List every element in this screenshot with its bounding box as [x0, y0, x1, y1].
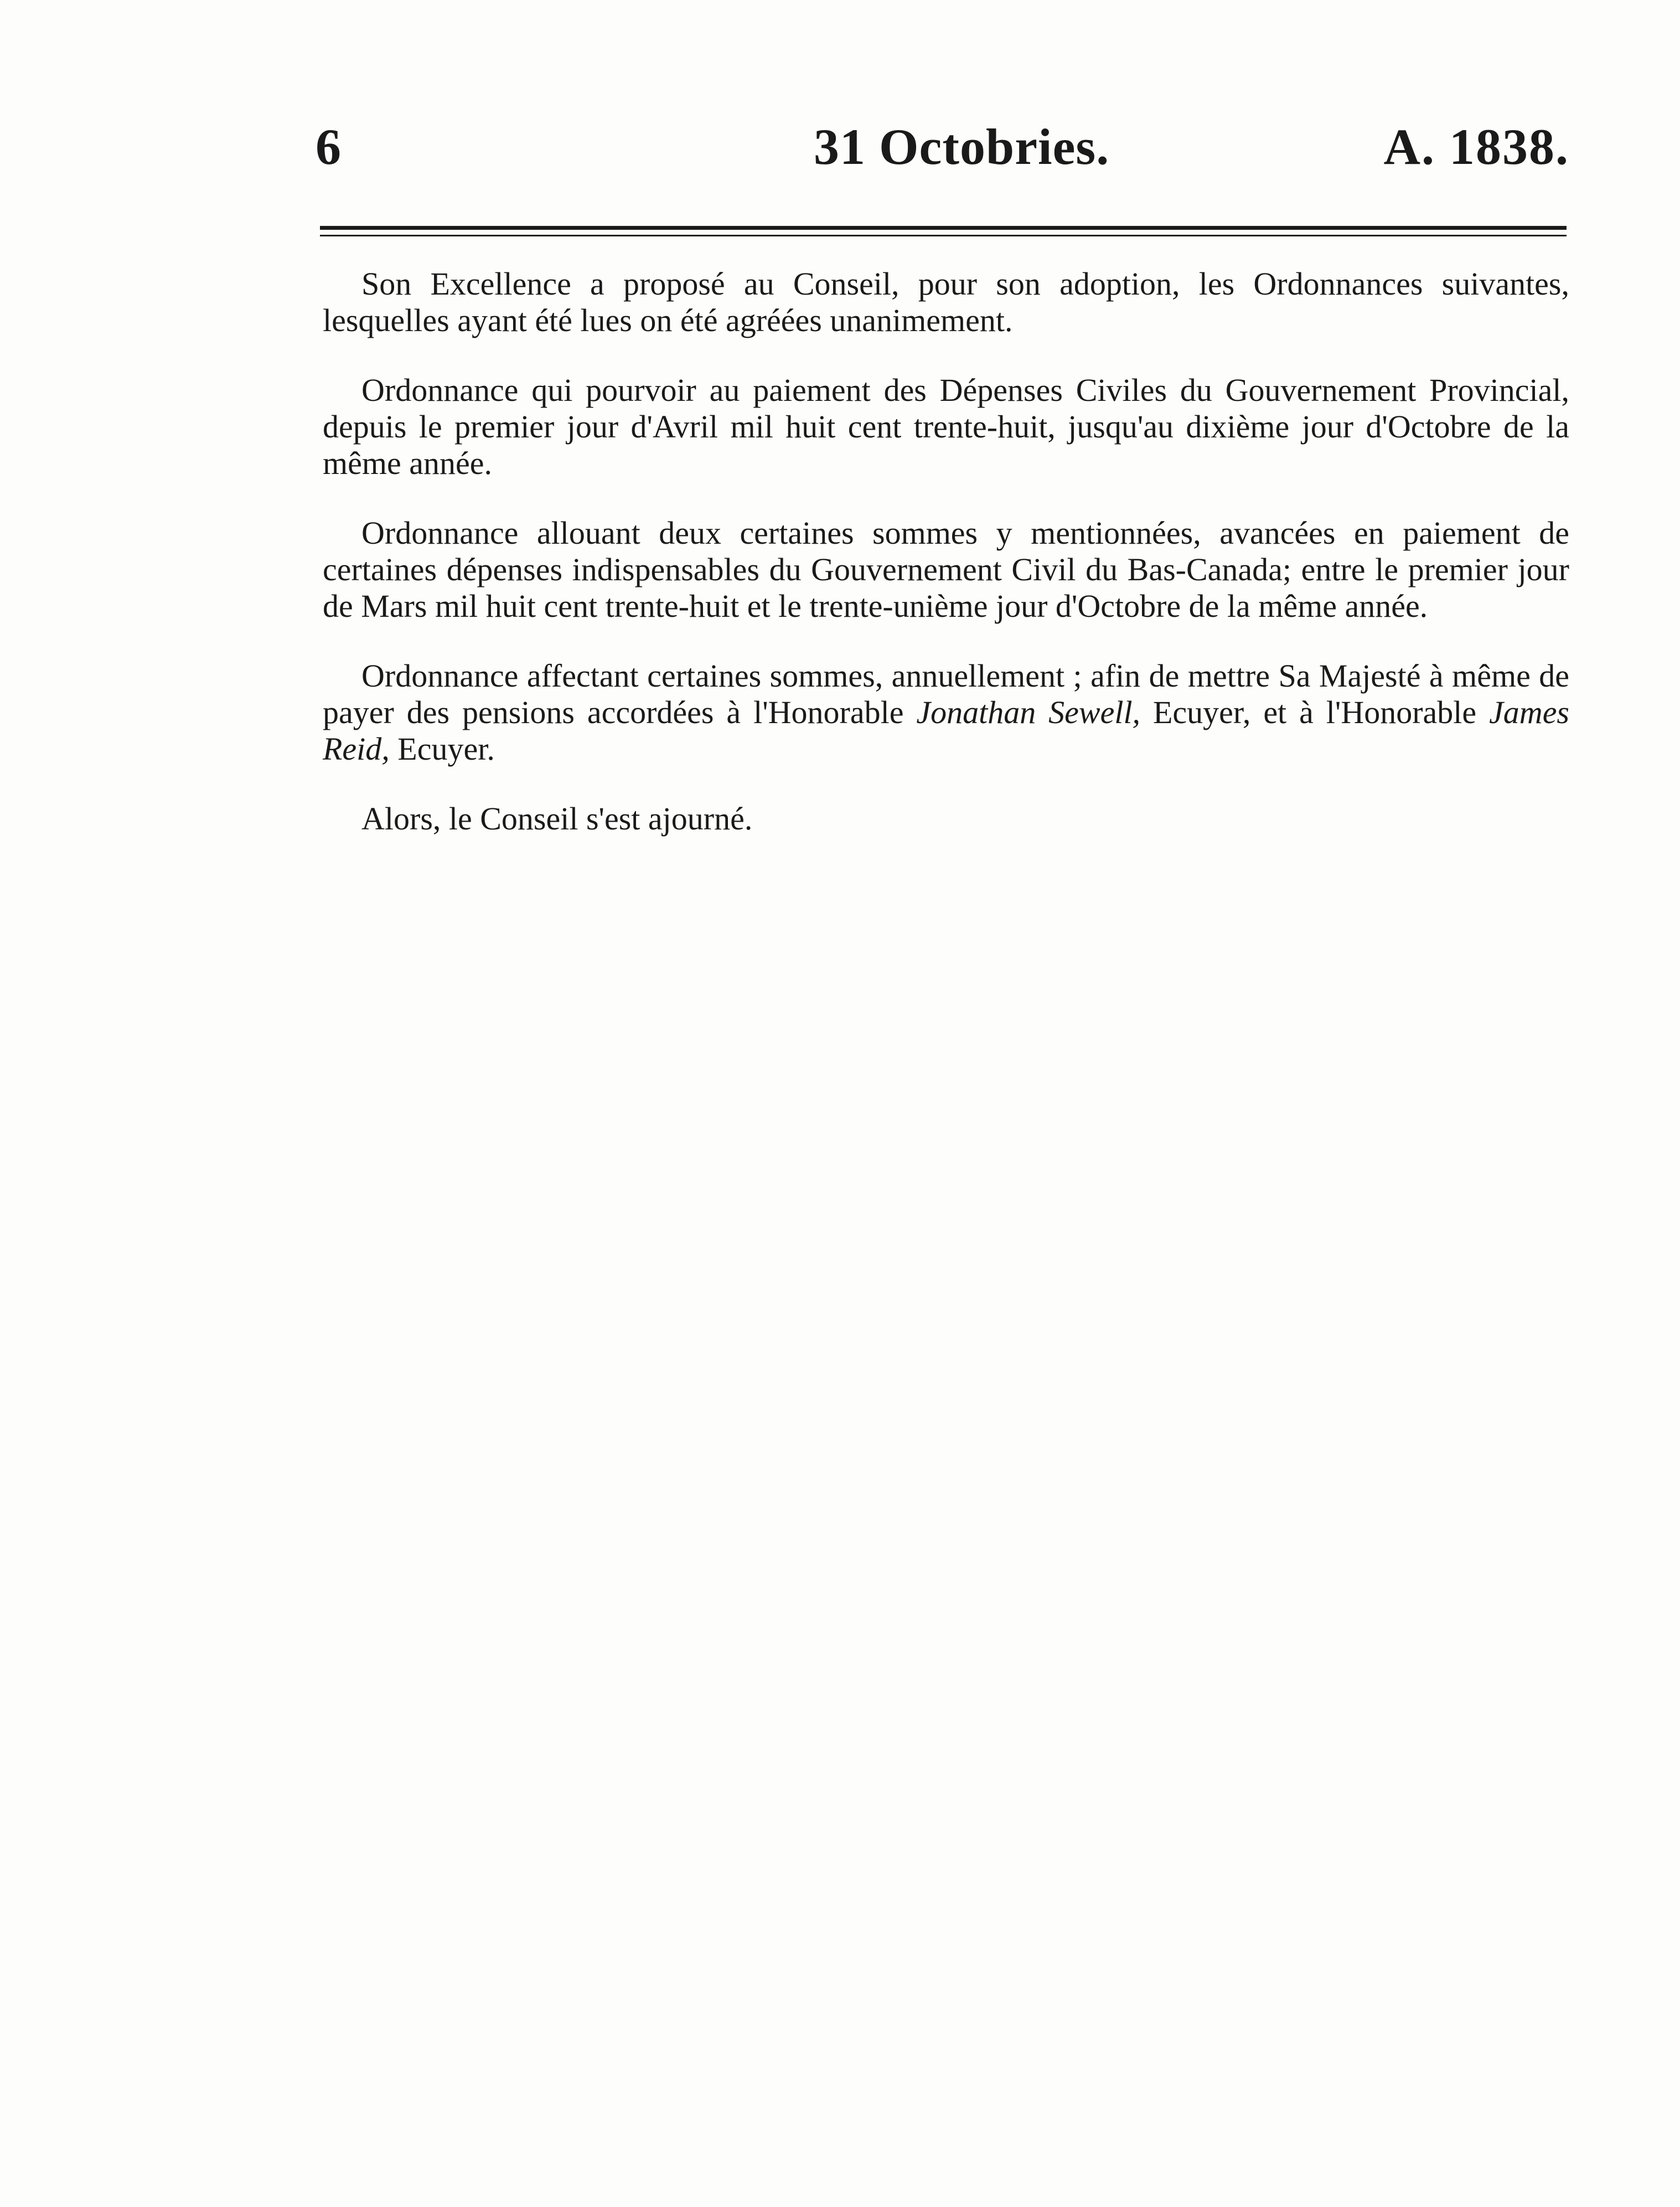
- pensioner-name-reid: James Reid,: [323, 694, 1570, 767]
- pensions-text-part3: Ecuyer.: [389, 731, 495, 767]
- page-header: [316, 114, 1569, 180]
- header-year: A. 1838.: [1383, 118, 1569, 175]
- paragraph-ordinance-allowances: Ordonnance allouant deux certaines sommes y mentionnées, avancées en paiement de certaines dépenses indispensables du Gouvernement Civil du Bas-Canada; entre le premier jour de Mars mil huit cent trente-huit et le trente-unième jour d'Octobre de la même année.: [323, 515, 1569, 624]
- page-number: 6: [316, 118, 341, 175]
- pensions-text-part2: Ecuyer, et à l'Honorable: [1140, 694, 1490, 730]
- pensions-text-part1: Ordonnance affectant certaines sommes, annuellement ; afin de mettre Sa Majesté à même de payer des pensions accordées à l'Honorable: [323, 658, 1569, 730]
- header-date: 31 Octobries.: [814, 118, 1110, 175]
- header-rule-thick: [320, 226, 1567, 230]
- paragraph-proposal: Son Excellence a proposé au Conseil, pour son adoption, les Ordonnances suivantes, lesquelles ayant été lues on été agréées unanimement.: [323, 266, 1569, 338]
- paragraph-ordinance-pensions: [323, 658, 1569, 767]
- paragraph-adjournment: Alors, le Conseil s'est ajourné.: [361, 801, 753, 837]
- header-rule-thin: [320, 235, 1567, 236]
- document-body: [323, 266, 1569, 870]
- paragraph-ordinance-civil-expenses: Ordonnance qui pourvoir au paiement des Dépenses Civiles du Gouvernement Provincial, depuis le premier jour d'Avril mil huit cent trente-huit, jusqu'au dixième jour d'Octobre de la même année.: [323, 372, 1569, 481]
- pensioner-name-sewell: Jonathan Sewell,: [916, 694, 1141, 730]
